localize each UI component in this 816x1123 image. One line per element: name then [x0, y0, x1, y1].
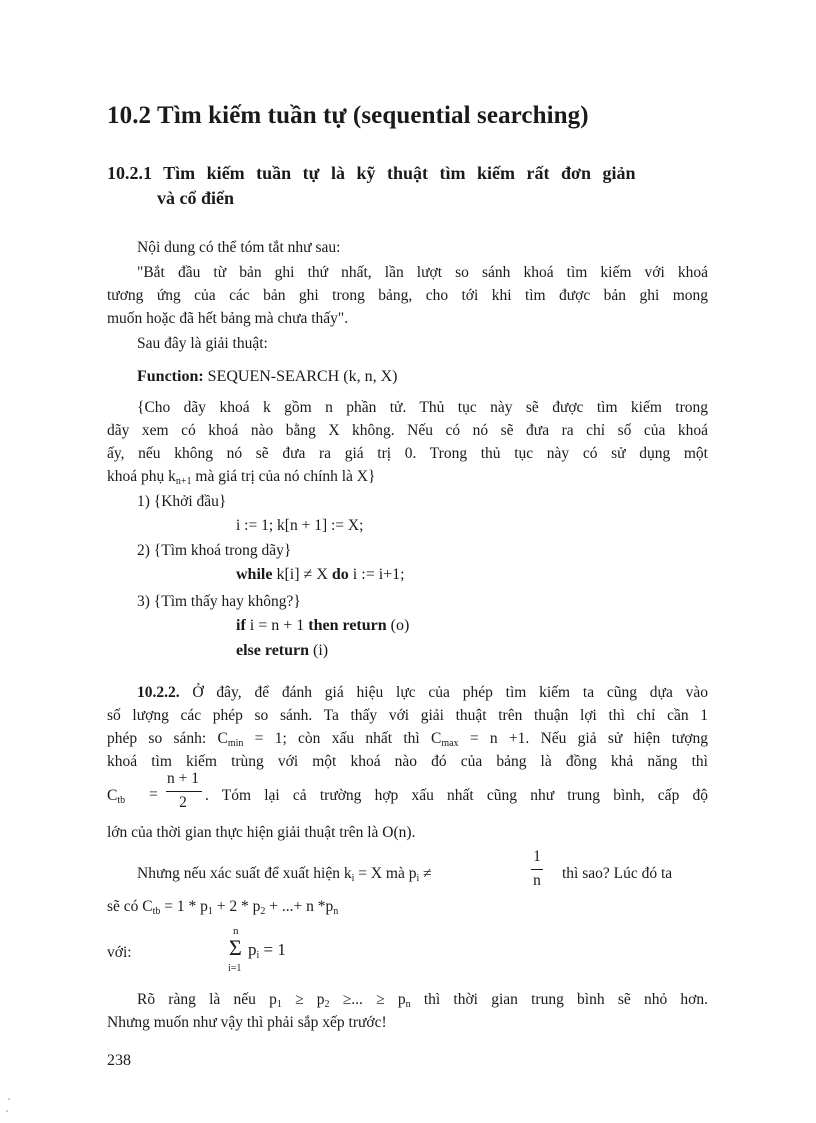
- comment-line-1: {Cho dãy khoá k gồm n phần tử. Thủ tục này sẽ được tìm kiếm trong: [137, 399, 708, 416]
- analysis-line-4: khoá tìm kiếm trùng với một khoá nào đó của bảng là đồng khả năng thì: [107, 753, 708, 770]
- code-text: k[i] ≠ X: [272, 566, 332, 583]
- keyword-while: while: [236, 566, 273, 583]
- step-1-label: 1) {Khởi đầu}: [137, 493, 227, 510]
- subscript: max: [441, 738, 459, 749]
- with-label: với:: [107, 944, 132, 961]
- comment-line-4: [107, 465, 375, 488]
- analysis-text: = 1 * p: [160, 898, 208, 915]
- analysis-text: sẽ có C: [107, 898, 153, 915]
- subsection-title-line1: 10.2.1 Tìm kiếm tuần tự là kỹ thuật tìm kiếm rất đơn giản: [107, 163, 636, 183]
- analysis-line-7: [137, 862, 432, 885]
- function-name: SEQUEN-SEARCH (k, n, X): [203, 368, 398, 385]
- sum-equals: = 1: [259, 940, 286, 959]
- prob-numerator: 1: [533, 848, 541, 865]
- subscript: i: [256, 950, 260, 961]
- subscript: n: [405, 999, 411, 1010]
- code-text: (i): [309, 642, 329, 659]
- analysis-text: thì thời gian trung bình sẽ nhỏ hơn.: [410, 991, 708, 1008]
- sum-sigma: Σ: [229, 935, 242, 960]
- analysis-text: Ở đây, để đánh giá hiệu lực của phép tìm kiếm ta cũng dựa vào: [179, 684, 708, 701]
- analysis-text: + 2 * p: [212, 898, 261, 915]
- keyword-else-return: else return: [236, 642, 310, 659]
- analysis-line-9: [137, 988, 708, 1011]
- subscript: n+1: [175, 476, 192, 487]
- keyword-do: do: [331, 566, 349, 583]
- subscript: 1: [276, 999, 282, 1010]
- sum-term: p: [248, 940, 257, 959]
- function-keyword: Function:: [137, 368, 204, 385]
- analysis-text: ≥... ≥ p: [329, 991, 406, 1008]
- comment-text: mà giá trị của nó chính là X}: [191, 468, 376, 485]
- subscript: i: [416, 873, 420, 884]
- analysis-line-5: . Tóm lại cả trường hợp xấu nhất cũng như trung bình, cấp độ: [205, 787, 708, 804]
- subscript: 2: [324, 999, 330, 1010]
- step-3-label: 3) {Tìm thấy hay không?}: [137, 593, 301, 610]
- ctb-numerator: n + 1: [167, 770, 199, 787]
- scan-speck: [6, 1110, 8, 1112]
- analysis-line-2: số lượng các phép so sánh. Ta thấy với giải thuật trên thuận lợi thì chỉ cần 1: [107, 707, 708, 724]
- analysis-text: phép so sánh: C: [107, 730, 228, 747]
- step-3-code: [236, 614, 409, 637]
- analysis-number: 10.2.2.: [137, 684, 180, 701]
- algorithm-intro: Sau đây là giải thuật:: [137, 335, 268, 352]
- ctb-equals: =: [149, 786, 158, 803]
- quote-line-3: muốn hoặc đã hết bảng mà chưa thấy".: [107, 310, 349, 327]
- analysis-line-3: [107, 727, 708, 750]
- subscript: 1: [207, 906, 213, 917]
- function-signature: [137, 365, 397, 388]
- ctb-fraction-bar: [166, 791, 202, 792]
- sum-upper-limit: n: [233, 925, 239, 937]
- subscript: n: [333, 906, 339, 917]
- scan-speck: [8, 1098, 10, 1100]
- analysis-text: + ...+ n *p: [265, 898, 334, 915]
- analysis-text: ≥ p: [281, 991, 325, 1008]
- analysis-text: = 1; còn xấu nhất thì C: [243, 730, 442, 747]
- ctb-c: C: [107, 787, 118, 804]
- prob-fraction-bar: [531, 869, 543, 870]
- sum-lower-limit: i=1: [228, 963, 242, 974]
- comment-line-3: ấy, nếu không nó sẽ đưa ra giá trị 0. Trong thủ tục này có sử dụng một: [107, 445, 708, 462]
- intro-paragraph: Nội dung có thể tóm tắt như sau:: [137, 239, 341, 256]
- analysis-text: Rõ ràng là nếu p: [137, 991, 277, 1008]
- analysis-text: = n +1. Nếu giả sử hiện tượng: [458, 730, 708, 747]
- prob-denominator: n: [533, 872, 541, 889]
- analysis-text: ≠: [419, 865, 432, 882]
- ctb-denominator: 2: [179, 794, 187, 811]
- keyword-then-return: then return: [308, 617, 387, 634]
- analysis-line-8: [107, 895, 338, 918]
- code-text: i := i+1;: [348, 566, 405, 583]
- keyword-if: if: [236, 617, 246, 634]
- sum-body: [248, 940, 286, 960]
- code-text: i = n + 1: [245, 617, 309, 634]
- subscript: tb: [152, 906, 161, 917]
- analysis-line-1: [137, 681, 708, 704]
- analysis-line-6: lớn của thời gian thực hiện giải thuật trên là O(n).: [107, 824, 416, 841]
- quote-line-2: tương ứng của các bản ghi trong bảng, cho tới khi tìm được bản ghi mong: [107, 287, 708, 304]
- subscript: tb: [117, 795, 126, 806]
- code-text: (o): [386, 617, 410, 634]
- step-4-code: [236, 639, 328, 662]
- subscript: 2: [260, 906, 266, 917]
- analysis-text: Nhưng nếu xác suất để xuất hiện k: [137, 865, 352, 882]
- step-2-label: 2) {Tìm khoá trong dãy}: [137, 542, 292, 559]
- subscript: i: [351, 873, 355, 884]
- step-2-code: [236, 563, 405, 586]
- comment-line-2: dãy xem có khoá nào bằng X không. Nếu có nó sẽ đưa ra chỉ số của khoá: [107, 422, 708, 439]
- comment-text: khoá phụ k: [107, 468, 176, 485]
- section-title: 10.2 Tìm kiếm tuần tự (sequential searching): [107, 102, 589, 129]
- page-number: 238: [107, 1052, 131, 1069]
- analysis-line-10: Nhưng muốn như vậy thì phải sắp xếp trước!: [107, 1014, 387, 1031]
- analysis-line-7-tail: thì sao? Lúc đó ta: [562, 865, 673, 882]
- ctb-symbol: [107, 784, 125, 807]
- quote-line-1: "Bắt đầu từ bản ghi thứ nhất, lần lượt so sánh khoá tìm kiếm với khoá: [137, 264, 708, 281]
- step-1-code: i := 1; k[n + 1] := X;: [236, 517, 364, 534]
- analysis-text: = X mà p: [354, 865, 417, 882]
- subsection-title-line2: và cổ điển: [157, 188, 235, 208]
- subscript: min: [227, 738, 244, 749]
